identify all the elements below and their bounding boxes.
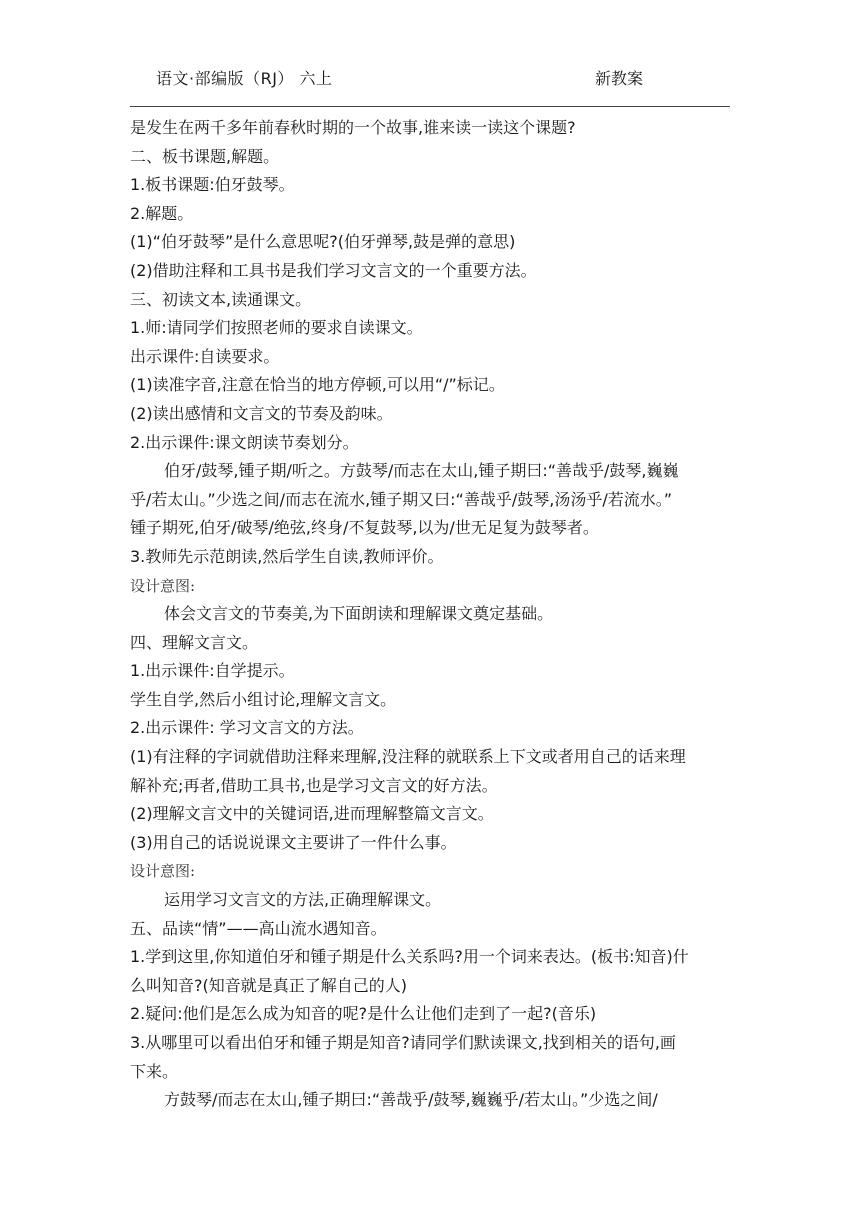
- body-line: (2)理解文言文中的关键词语,进而理解整篇文言文。: [130, 804, 494, 824]
- body-line: 解补充;再者,借助工具书,也是学习文言文的好方法。: [130, 775, 498, 795]
- header-doc-type: 新教案: [595, 69, 644, 88]
- body-line: (1)读准字音,注意在恰当的地方停顿,可以用“/”标记。: [130, 375, 505, 395]
- design-intent-label: 设计意图:: [130, 576, 196, 595]
- body-line: 3.从哪里可以看出伯牙和锺子期是知音?请同学们默读课文,找到相关的语句,画: [130, 1033, 676, 1052]
- body-line: 1.出示课件:自学提示。: [130, 661, 295, 681]
- text-passage-line: 伯牙/鼓琴,锺子期/听之。方鼓琴/而志在太山,锺子期曰:“善哉乎/鼓琴,巍巍: [164, 461, 679, 481]
- body-line: 3.教师先示范朗读,然后学生自读,教师评价。: [130, 546, 444, 566]
- body-line: 2.出示课件:课文朗读节奏划分。: [130, 432, 359, 452]
- body-line: (1)“伯牙鼓琴”是什么意思呢?(伯牙弹琴,鼓是弹的意思): [130, 232, 516, 252]
- body-line: 1.板书课题:伯牙鼓琴。: [130, 175, 295, 195]
- lesson-body: [130, 114, 735, 1115]
- body-line: 是发生在两千多年前春秋时期的一个故事,谁来读一读这个课题?: [130, 118, 576, 137]
- text-passage-line: 锺子期死,伯牙/破琴/绝弦,终身/不复鼓琴,以为/世无足复为鼓琴者。: [130, 518, 599, 538]
- design-intent-text: 体会文言文的节奏美,为下面朗读和理解课文奠定基础。: [164, 604, 554, 624]
- body-line: (2)借助注释和工具书是我们学习文言文的一个重要方法。: [130, 260, 537, 280]
- body-line: 2.解题。: [130, 203, 194, 223]
- header-divider: [130, 106, 730, 107]
- section-heading: 四、理解文言文。: [130, 632, 259, 652]
- body-line: 下来。: [130, 1061, 179, 1081]
- section-heading: 二、板书课题,解题。: [130, 146, 280, 166]
- section-heading: 三、初读文本,读通课文。: [130, 289, 312, 309]
- body-line: 2.疑问:他们是怎么成为知音的呢?是什么让他们走到了一起?(音乐): [130, 1004, 597, 1024]
- design-intent-text: 运用学习文言文的方法,正确理解课文。: [164, 890, 442, 910]
- header-course-title: 语文·部编版（RJ） 六上: [156, 69, 333, 88]
- body-line: 出示课件:自读要求。: [130, 346, 280, 366]
- section-heading: 五、品读“情”——高山流水遇知音。: [130, 918, 387, 938]
- body-line: 么叫知音?(知音就是真正了解自己的人): [130, 975, 407, 995]
- text-passage-line: 乎/若太山。”少选之间/而志在流水,锺子期又曰:“善哉乎/鼓琴,汤汤乎/若流水。”: [130, 489, 672, 509]
- design-intent-label: 设计意图:: [130, 862, 196, 881]
- body-line: (2)读出感情和文言文的节奏及韵味。: [130, 403, 393, 423]
- body-line: 1.师:请同学们按照老师的要求自读课文。: [130, 318, 423, 338]
- text-passage-line: 方鼓琴/而志在太山,锺子期曰:“善哉乎/鼓琴,巍巍乎/若太山。”少选之间/: [164, 1090, 658, 1110]
- body-line: 1.学到这里,你知道伯牙和锺子期是什么关系吗?用一个词来表达。(板书:知音)什: [130, 947, 689, 967]
- body-line: 学生自学,然后小组讨论,理解文言文。: [130, 689, 397, 709]
- body-line: (3)用自己的话说说课文主要讲了一件什么事。: [130, 832, 457, 852]
- page-header: [130, 62, 730, 98]
- body-line: 2.出示课件: 学习文言文的方法。: [130, 718, 364, 738]
- body-line: (1)有注释的字词就借助注释来理解,没注释的就联系上下文或者用自己的话来理: [130, 747, 686, 767]
